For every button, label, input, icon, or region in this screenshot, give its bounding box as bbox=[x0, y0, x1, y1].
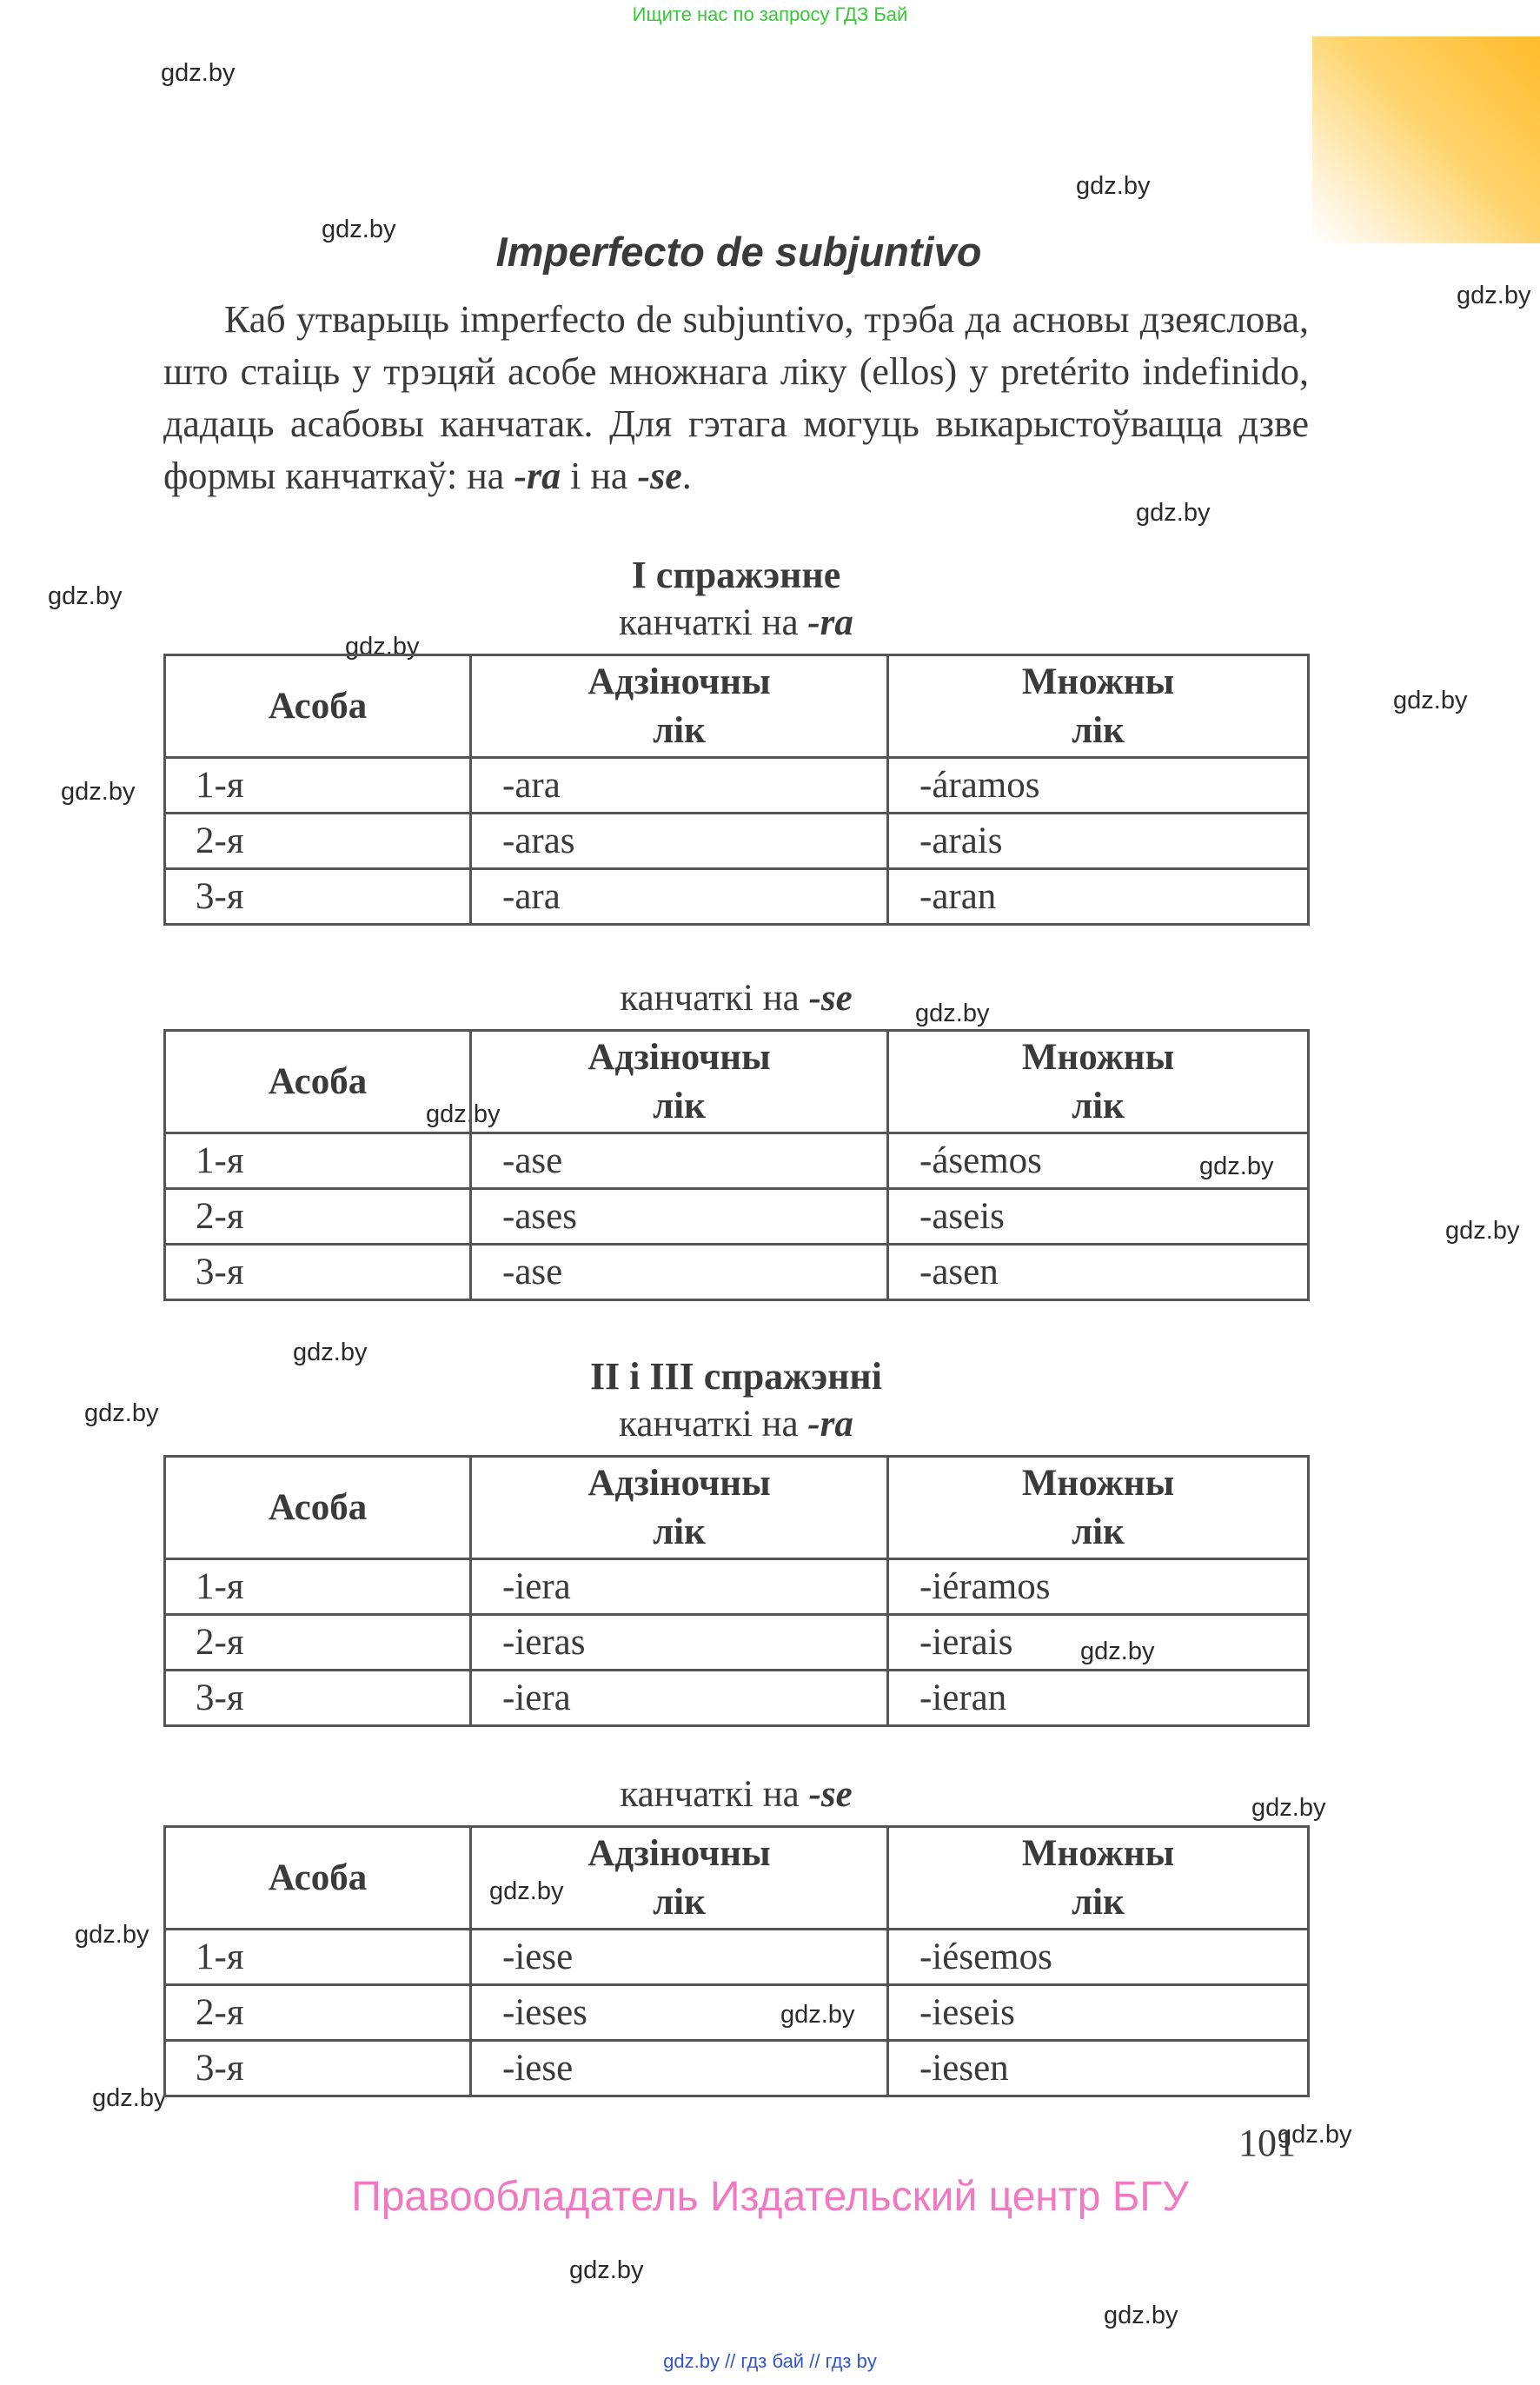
table-row bbox=[165, 1671, 1309, 1726]
watermark: gdz.by bbox=[161, 59, 236, 87]
person-cell: 3-я bbox=[165, 1245, 471, 1300]
ending-se: -se bbox=[637, 455, 682, 497]
plural-cell: -asen bbox=[888, 1245, 1309, 1300]
plural-cell: -áramos bbox=[888, 758, 1309, 814]
watermark: gdz.by bbox=[322, 216, 396, 243]
singular-cell: -ieras bbox=[471, 1615, 888, 1671]
table-header-row bbox=[165, 655, 1309, 758]
singular-cell: -ieses bbox=[471, 1985, 888, 2041]
watermark: gdz.by bbox=[1104, 2302, 1178, 2329]
person-cell: 1-я bbox=[165, 1930, 471, 1985]
paragraph-text: і на bbox=[561, 455, 638, 497]
plural-cell: -aran bbox=[888, 869, 1309, 925]
singular-cell: -iera bbox=[471, 1559, 888, 1615]
table-row bbox=[165, 869, 1309, 925]
singular-cell: -ara bbox=[471, 869, 888, 925]
caption-ra bbox=[163, 601, 1309, 644]
header-singular: Адзіночны лік bbox=[471, 1827, 888, 1930]
person-cell: 2-я bbox=[165, 1615, 471, 1671]
plural-cell: -ieran bbox=[888, 1671, 1309, 1726]
header-person: Асоба bbox=[165, 1031, 471, 1133]
watermark: gdz.by bbox=[489, 1877, 564, 1905]
person-cell: 2-я bbox=[165, 814, 471, 869]
conjugation-table-2-ra bbox=[163, 1455, 1310, 1727]
singular-cell: -ase bbox=[471, 1133, 888, 1189]
watermark: gdz.by bbox=[48, 582, 123, 610]
watermark: gdz.by bbox=[92, 2084, 167, 2112]
section-heading-first-conjugation: І спражэнне bbox=[631, 554, 841, 596]
watermark: gdz.by bbox=[75, 1921, 149, 1949]
caption-prefix: канчаткі на bbox=[620, 978, 809, 1019]
table-row bbox=[165, 1615, 1309, 1671]
caption-ending: -ra bbox=[807, 602, 853, 643]
header-person: Асоба bbox=[165, 1827, 471, 1930]
table-row bbox=[165, 814, 1309, 869]
conjugation-table-1-ra bbox=[163, 654, 1310, 926]
header-plural: Множны лік bbox=[888, 1457, 1309, 1559]
person-cell: 3-я bbox=[165, 2041, 471, 2096]
person-cell: 1-я bbox=[165, 1559, 471, 1615]
plural-cell: -aseis bbox=[888, 1189, 1309, 1245]
table-header-row bbox=[165, 1031, 1309, 1133]
caption-ending: -se bbox=[808, 1774, 853, 1815]
header-plural: Множны лік bbox=[888, 655, 1309, 758]
caption-prefix: канчаткі на bbox=[619, 1404, 808, 1445]
header-plural: Множны лік bbox=[888, 1031, 1309, 1133]
singular-cell: -iese bbox=[471, 2041, 888, 2096]
plural-cell: -iésemos bbox=[888, 1930, 1309, 1985]
watermark: gdz.by bbox=[1251, 1794, 1326, 1822]
table-row bbox=[165, 2041, 1309, 2096]
watermark: gdz.by bbox=[345, 633, 420, 661]
table-row bbox=[165, 758, 1309, 814]
header-plural: Множны лік bbox=[888, 1827, 1309, 1930]
table-header-row bbox=[165, 1827, 1309, 1930]
person-cell: 1-я bbox=[165, 758, 471, 814]
table-row bbox=[165, 1985, 1309, 2041]
watermark: gdz.by bbox=[1199, 1153, 1274, 1180]
ending-ra: -ra bbox=[514, 455, 561, 497]
person-cell: 1-я bbox=[165, 1133, 471, 1189]
paragraph-text: . bbox=[681, 455, 692, 497]
plural-cell: -iesen bbox=[888, 2041, 1309, 2096]
watermark: gdz.by bbox=[61, 778, 136, 806]
table-row bbox=[165, 1133, 1309, 1189]
paragraph-text: Каб утварыць imperfecto de subjuntivo, трэба да асновы дзеяслова, што стаіць у трэцяй асобе множнага ліку (ellos) у pretérito indefinido, дадаць асабовы канчатак. Для гэтага могуць выкарыстоўвацца дзве формы канчаткаў: на bbox=[163, 298, 1309, 497]
watermark: gdz.by bbox=[1457, 282, 1531, 309]
person-cell: 2-я bbox=[165, 1985, 471, 2041]
watermark: gdz.by bbox=[1278, 2121, 1352, 2149]
top-banner: Ищите нас по запросу ГДЗ Бай bbox=[632, 3, 908, 25]
plural-cell: -ieseis bbox=[888, 1985, 1309, 2041]
section-heading-second-third-conjugation: ІІ і ІІІ спражэнні bbox=[589, 1355, 883, 1398]
caption-ending: -se bbox=[808, 978, 853, 1019]
table-row bbox=[165, 1245, 1309, 1300]
plural-cell: -ásemos bbox=[888, 1133, 1309, 1189]
caption-ending: -ra bbox=[807, 1404, 853, 1445]
singular-cell: -iera bbox=[471, 1671, 888, 1726]
caption-se bbox=[163, 977, 1309, 1020]
person-cell: 2-я bbox=[165, 1189, 471, 1245]
page-number: 101 bbox=[1238, 2122, 1296, 2164]
header-singular: Адзіночны лік bbox=[471, 1457, 888, 1559]
person-cell: 3-я bbox=[165, 869, 471, 925]
watermark: gdz.by bbox=[1080, 1638, 1155, 1665]
watermark: gdz.by bbox=[780, 2001, 855, 2029]
conjugation-table-1-se bbox=[163, 1029, 1310, 1301]
header-person: Асоба bbox=[165, 655, 471, 758]
plural-cell: -ierais bbox=[888, 1615, 1309, 1671]
table-row bbox=[165, 1189, 1309, 1245]
corner-decoration bbox=[1312, 37, 1540, 243]
watermark: gdz.by bbox=[1445, 1217, 1520, 1245]
watermark: gdz.by bbox=[293, 1339, 368, 1366]
plural-cell: -iéramos bbox=[888, 1559, 1309, 1615]
caption-prefix: канчаткі на bbox=[620, 1774, 809, 1815]
singular-cell: -ases bbox=[471, 1189, 888, 1245]
watermark: gdz.by bbox=[84, 1399, 159, 1427]
header-person: Асоба bbox=[165, 1457, 471, 1559]
intro-paragraph bbox=[163, 294, 1309, 502]
singular-cell: -iese bbox=[471, 1930, 888, 1985]
watermark: gdz.by bbox=[1136, 499, 1211, 527]
page-title: Imperfecto de subjuntivo bbox=[495, 229, 982, 275]
plural-cell: -arais bbox=[888, 814, 1309, 869]
singular-cell: -ase bbox=[471, 1245, 888, 1300]
watermark: gdz.by bbox=[1076, 172, 1151, 200]
caption-prefix: канчаткі на bbox=[619, 602, 808, 643]
footer-links: gdz.by // гдз бай // гдз by bbox=[663, 2350, 877, 2372]
watermark: gdz.by bbox=[426, 1100, 501, 1128]
header-singular: Адзіночны лік bbox=[471, 655, 888, 758]
caption-se bbox=[163, 1773, 1309, 1816]
table-row bbox=[165, 1930, 1309, 1985]
caption-ra bbox=[163, 1403, 1309, 1445]
watermark: gdz.by bbox=[1393, 687, 1468, 714]
header-singular: Адзіночны лік bbox=[471, 1031, 888, 1133]
singular-cell: -ara bbox=[471, 758, 888, 814]
table-header-row bbox=[165, 1457, 1309, 1559]
singular-cell: -aras bbox=[471, 814, 888, 869]
conjugation-table-2-se bbox=[163, 1825, 1310, 2097]
table-row bbox=[165, 1559, 1309, 1615]
watermark: gdz.by bbox=[569, 2256, 644, 2284]
copyright-notice: Правообладатель Издательский центр БГУ bbox=[351, 2174, 1189, 2220]
person-cell: 3-я bbox=[165, 1671, 471, 1726]
watermark: gdz.by bbox=[915, 1000, 990, 1027]
